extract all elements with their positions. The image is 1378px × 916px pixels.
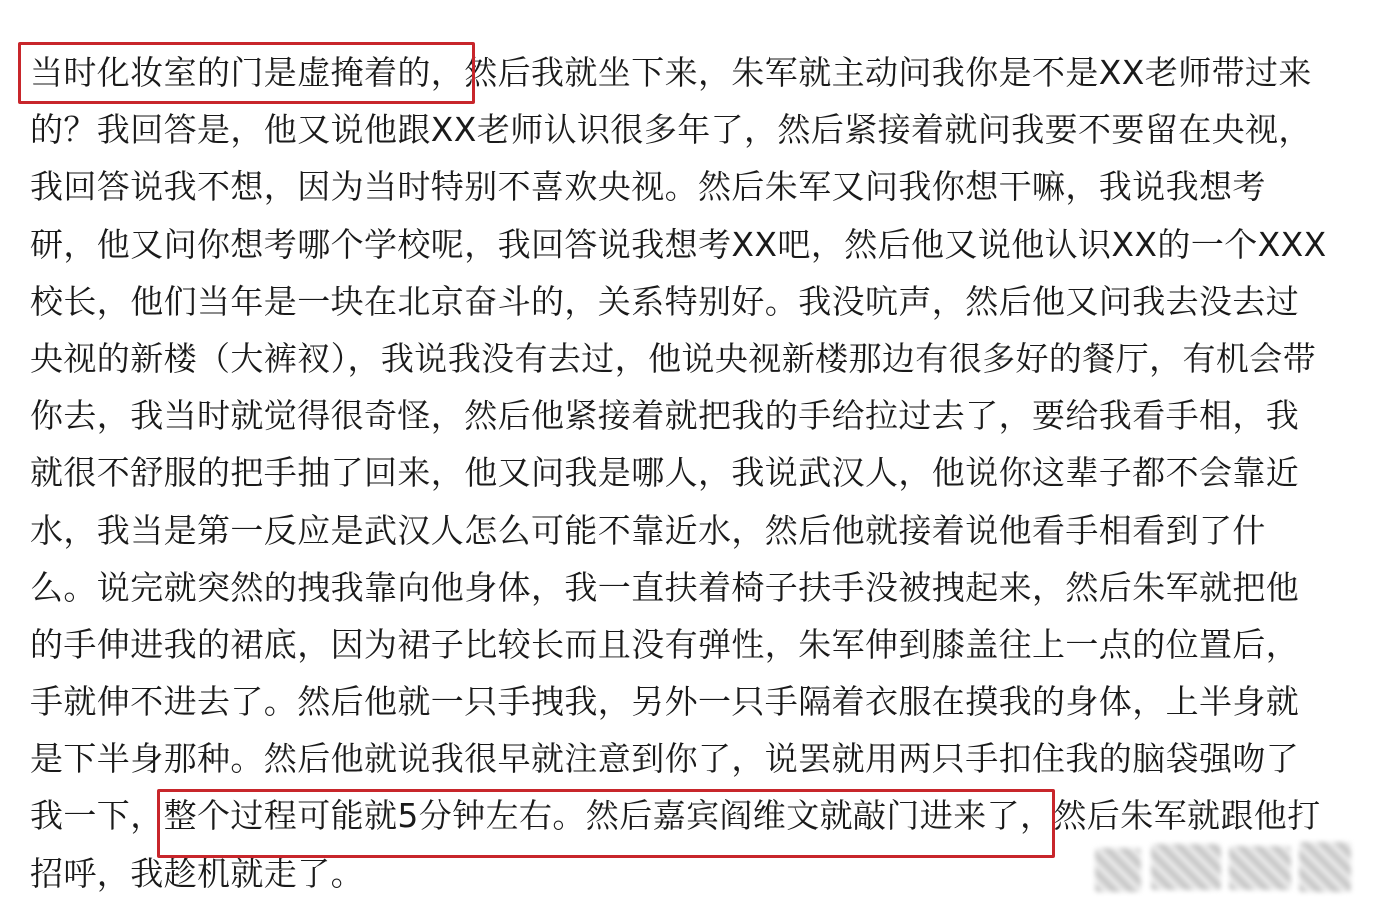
watermark-block xyxy=(1229,846,1291,890)
text-line: 手就伸不进去了。然后他就一只手拽我，另外一只手隔着衣服在摸我的身体，上半身就 xyxy=(30,682,1300,722)
watermark-block xyxy=(1299,842,1351,892)
text-line: 招呼，我趁机就走了。 xyxy=(30,853,364,893)
text-line: 么。说完就突然的拽我靠向他身体，我一直扶着椅子扶手没被拽起来，然后朱军就把他 xyxy=(30,567,1300,607)
text-line: 我回答说我不想，因为当时特别不喜欢央视。然后朱军又问我你想干嘛，我说我想考 xyxy=(30,167,1266,207)
text-line: 水，我当是第一反应是武汉人怎么可能不靠近水，然后他就接着说他看手相看到了什 xyxy=(30,510,1266,550)
text-line: 校长，他们当年是一块在北京奋斗的，关系特别好。我没吭声，然后他又问我去没去过 xyxy=(30,281,1300,321)
text-line: 的手伸进我的裙底，因为裙子比较长而且没有弹性，朱军伸到膝盖往上一点的位置后， xyxy=(30,624,1300,664)
highlight-box-top xyxy=(18,42,475,104)
text-line: 就很不舒服的把手抽了回来，他又问我是哪人，我说武汉人，他说你这辈子都不会靠近 xyxy=(30,453,1300,493)
blurred-watermark xyxy=(1095,840,1355,896)
text-line: 我一下，整个过程可能就5分钟左右。然后嘉宾阎维文就敲门进来了，然后朱军就跟他打 xyxy=(30,796,1321,836)
text-line: 是下半身那种。然后他就说我很早就注意到你了，说罢就用两只手扣住我的脑袋强吻了 xyxy=(30,739,1300,779)
text-line: 当时化妆室的门是虚掩着的，然后我就坐下来，朱军就主动问我你是不是XX老师带过来 xyxy=(30,53,1312,92)
text-line: 央视的新楼（大裤衩），我说我没有去过，他说央视新楼那边有很多好的餐厅，有机会带 xyxy=(30,338,1317,378)
highlight-box-bottom xyxy=(157,789,1055,858)
text-line: 的？我回答是，他又说他跟XX老师认识很多年了，然后紧接着就问我要不要留在央视， xyxy=(30,110,1312,150)
text-line: 你去，我当时就觉得很奇怪，然后他紧接着就把我的手给拉过去了，要给我看手相，我 xyxy=(30,396,1300,436)
text-line: 研，他又问你想考哪个学校呢，我回答说我想考XX吧，然后他又说他认识XX的一个XXX xyxy=(30,224,1327,264)
watermark-block xyxy=(1151,844,1221,890)
quoted-paragraph xyxy=(30,44,1360,902)
watermark-logo-icon xyxy=(1095,848,1141,892)
